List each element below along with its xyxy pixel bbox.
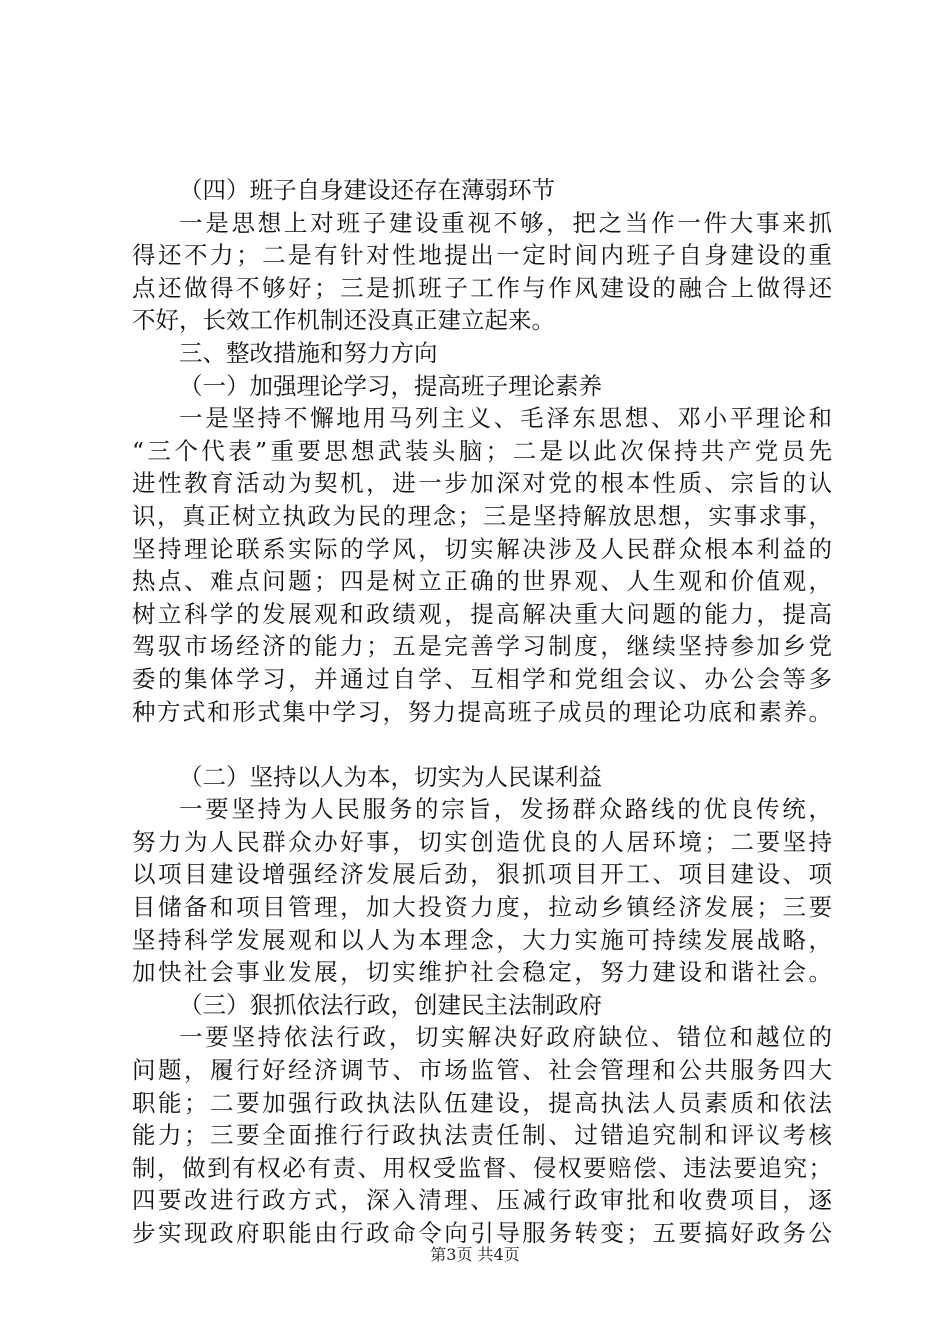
text-line: 步实现政府职能由行政命令向引导服务转变；五要搞好政务公: [132, 1219, 832, 1247]
text-line: “三个代表”重要思想武装头脑；二是以此次保持共产党员先: [132, 436, 832, 465]
text-line: 坚持理论联系实际的学风，切实解决涉及人民群众根本利益的: [132, 534, 832, 563]
text-line: 一是坚持不懈地用马列主义、毛泽东思想、邓小平理论和: [179, 404, 832, 433]
text-line: （二）坚持以人为本，切实为人民谋利益: [179, 762, 602, 791]
text-line: 委的集体学习，并通过自学、互相学和党组会议、办公会等多: [132, 664, 832, 693]
text-line: 加快社会事业发展，切实维护社会稳定，努力建设和谐社会。: [132, 958, 832, 987]
text-line: 一是思想上对班子建设重视不够，把之当作一件大事来抓: [179, 208, 832, 237]
text-line: 识，真正树立执政为民的理念；三是坚持解放思想，实事求事，: [132, 501, 832, 530]
text-line: 热点、难点问题；四是树立正确的世界观、人生观和价值观，: [132, 567, 832, 596]
text-line: 以项目建设增强经济发展后劲，狠抓项目开工、项目建设、项: [132, 860, 832, 889]
text-line: 制，做到有权必有责、用权受监督、侵权要赔偿、违法要追究；: [132, 1153, 832, 1182]
text-line: （四）班子自身建设还存在薄弱环节: [179, 176, 555, 204]
text-line: 进性教育活动为契机，进一步加深对党的根本性质、宗旨的认: [132, 469, 832, 498]
text-line: 能力；三要全面推行行政执法责任制、过错追究制和评议考核: [132, 1121, 832, 1150]
text-line: 四要改进行政方式，深入清理、压减行政审批和收费项目，逐: [132, 1186, 832, 1215]
text-line: 一要坚持依法行政，切实解决好政府缺位、错位和越位的: [179, 1023, 832, 1052]
text-line: 问题，履行好经济调节、市场监管、社会管理和公共服务四大: [132, 1056, 832, 1085]
text-line: 坚持科学发展观和以人为本理念，大力实施可持续发展战略，: [132, 925, 832, 954]
text-line: 目储备和项目管理，加大投资力度，拉动乡镇经济发展；三要: [132, 893, 832, 922]
text-line: （三）狠抓依法行政，创建民主法制政府: [179, 990, 602, 1019]
text-line: 职能；二要加强行政执法队伍建设，提高执法人员素质和依法: [132, 1088, 832, 1117]
document-body: [132, 174, 832, 1250]
text-line: 一要坚持为人民服务的宗旨，发扬群众路线的优良传统，: [179, 795, 832, 824]
text-line: 种方式和形式集中学习，努力提高班子成员的理论功底和素养。: [132, 697, 832, 726]
text-line: 得还不力；二是有针对性地提出一定时间内班子自身建设的重: [132, 241, 832, 270]
text-line: 树立科学的发展观和政绩观，提高解决重大问题的能力，提高: [132, 599, 832, 628]
blank-line: [132, 728, 832, 761]
text-line: （一）加强理论学习，提高班子理论素养: [179, 371, 602, 400]
text-line: 驾驭市场经济的能力；五是完善学习制度，继续坚持参加乡党: [132, 632, 832, 661]
text-line: 努力为人民群众办好事，切实创造优良的人居环境；二要坚持: [132, 827, 832, 856]
text-line: 点还做得不够好；三是抓班子工作与作风建设的融合上做得还: [132, 273, 832, 302]
page-footer: 第3页 共4页: [430, 1245, 520, 1264]
text-line: 三、整改措施和努力方向: [179, 338, 438, 367]
text-line: 不好，长效工作机制还没真正建立起来。: [132, 306, 555, 335]
